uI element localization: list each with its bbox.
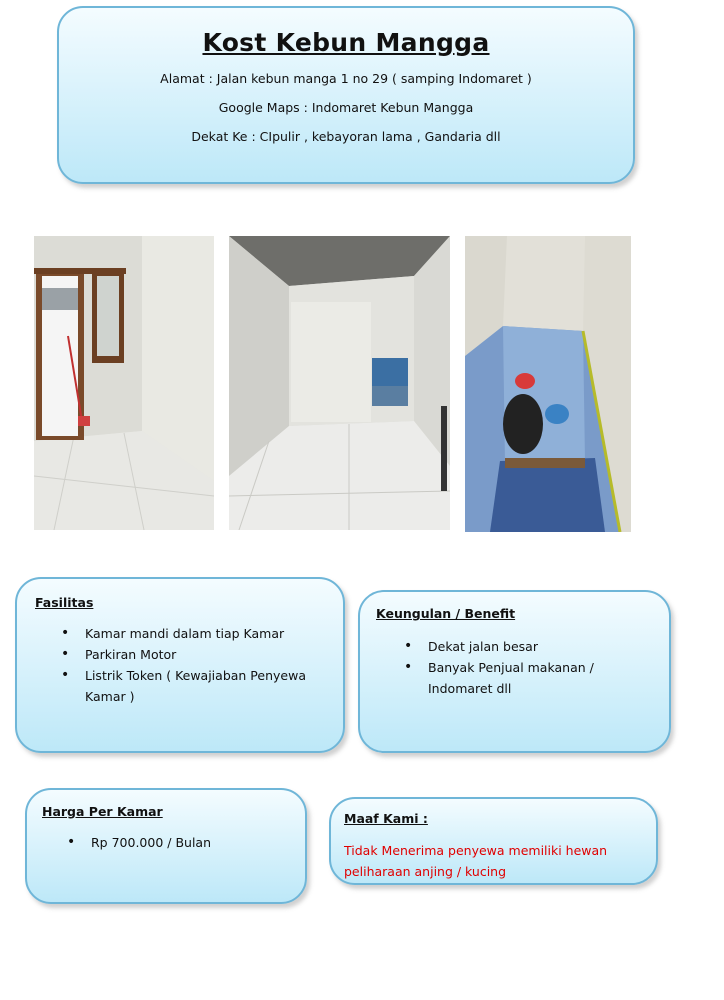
room-photo-1 <box>34 236 214 530</box>
list-item: • Dekat jalan besar <box>404 636 634 657</box>
header-card <box>57 6 635 184</box>
maps-line: Google Maps : Indomaret Kebun Mangga <box>218 100 474 115</box>
nearby-line: Dekat Ke : CIpulir , kebayoran lama , Gandaria dll <box>191 129 501 144</box>
list-item: • Listrik Token ( Kewajiaban Penyewa Kamar ) <box>61 665 331 707</box>
bathroom-photo <box>465 236 631 532</box>
list-item: • Parkiran Motor <box>61 644 331 665</box>
facilities-card <box>15 577 345 753</box>
list-item: • Banyak Penjual makanan / Indomaret dll <box>404 657 634 699</box>
notice-text: Tidak Menerima penyewa memiliki hewan peliharaan anjing / kucing <box>344 843 608 879</box>
page-title: Kost Kebun Mangga <box>202 28 490 57</box>
list-item: • Kamar mandi dalam tiap Kamar <box>61 623 331 644</box>
address-line: Alamat : Jalan kebun manga 1 no 29 ( samping Indomaret ) <box>160 71 532 86</box>
bathroom-photo-image <box>465 236 631 532</box>
notice-card <box>329 797 658 885</box>
room-photo-image <box>34 236 214 530</box>
facilities-list <box>61 623 331 707</box>
price-title: Harga Per Kamar <box>42 804 163 819</box>
price-card <box>25 788 307 904</box>
room-photo-image <box>229 236 450 530</box>
list-item: • Rp 700.000 / Bulan <box>67 832 287 853</box>
facilities-title: Fasilitas <box>35 595 94 610</box>
notice-title: Maaf Kami : <box>344 811 428 826</box>
price-list <box>67 832 287 853</box>
benefits-list <box>404 636 634 699</box>
room-photo-2 <box>229 236 450 530</box>
benefits-card <box>358 590 671 753</box>
benefits-title: Keungulan / Benefit <box>376 606 516 621</box>
